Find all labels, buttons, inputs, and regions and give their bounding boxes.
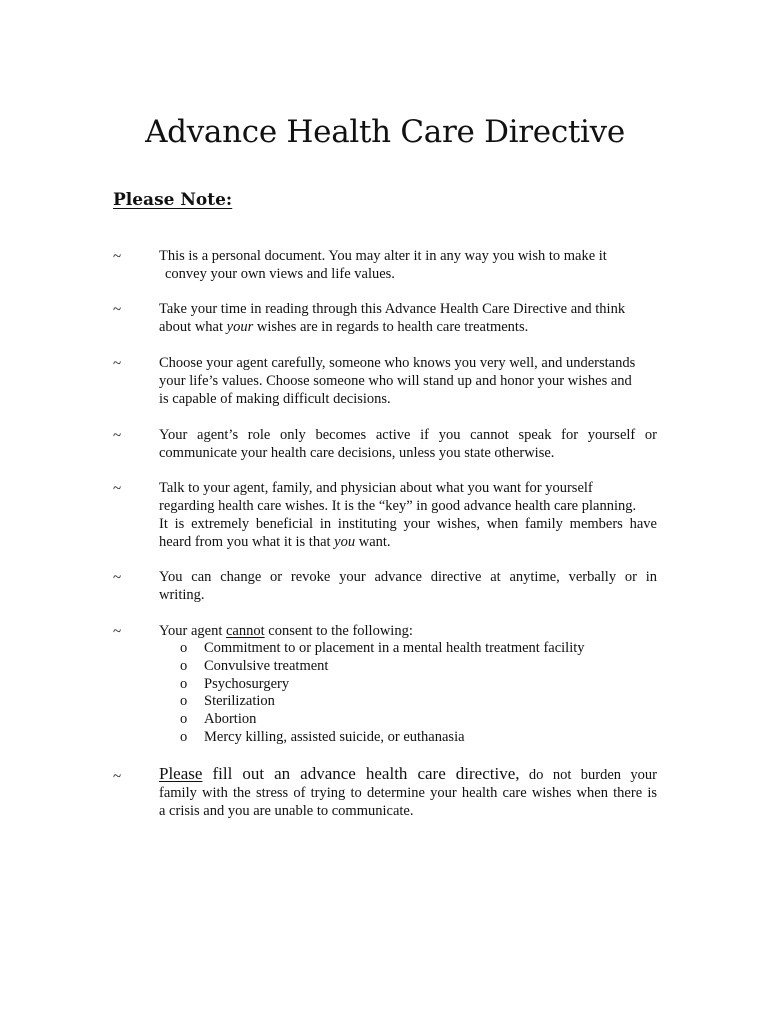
text-fragment: fill out an advance health care directive, <box>202 764 520 783</box>
page-title: Advance Health Care Directive <box>145 114 625 150</box>
circle-bullet-icon: o <box>180 693 188 710</box>
text-line: your life’s values. Choose someone who will stand up and honor your wishes and <box>159 373 632 389</box>
underlined-text: cannot <box>226 623 265 639</box>
tilde-bullet: ~ <box>113 356 122 372</box>
list-item-text <box>159 300 657 336</box>
text-line: writing. <box>159 587 205 603</box>
list-item-text <box>159 622 657 640</box>
tilde-bullet: ~ <box>113 624 122 640</box>
sub-list-item <box>180 676 585 694</box>
emphasized-text: your <box>226 319 254 335</box>
sub-list-item <box>180 729 585 747</box>
text-line: regarding health care wishes. It is the “key” in good advance health care planning. <box>159 498 637 514</box>
text-line: convey your own views and life values. <box>165 266 395 282</box>
tilde-bullet: ~ <box>113 428 122 444</box>
text-line: Choose your agent carefully, someone who knows you very well, and understands <box>159 355 636 371</box>
text-line: family with the stress of trying to determine your health care wishes when there is <box>159 785 657 801</box>
circle-bullet-icon: o <box>180 711 188 728</box>
text-fragment: Your agent <box>159 623 226 639</box>
text-line <box>159 533 657 551</box>
text-line: a crisis and you are unable to communicate. <box>159 803 414 819</box>
sub-list-item-text: Mercy killing, assisted suicide, or euthanasia <box>204 728 465 745</box>
list-item-text <box>159 568 657 604</box>
sub-list-item-text: Psychosurgery <box>204 675 290 692</box>
list-item-text <box>159 354 657 408</box>
text-fragment: do not burden your <box>519 767 657 783</box>
sub-list-item-text: Commitment to or placement in a mental health treatment facility <box>204 640 585 656</box>
text-fragment: want. <box>355 534 391 550</box>
sub-list-item <box>180 693 585 711</box>
circle-bullet-icon: o <box>180 675 188 692</box>
sub-list-item-text: Abortion <box>204 711 257 728</box>
please-note-heading: Please Note: <box>113 190 233 210</box>
text-line: Your agent’s role only becomes active if you cannot speak for yourself or <box>159 427 657 443</box>
text-line <box>159 765 657 784</box>
prohibited-consent-list <box>180 640 585 747</box>
tilde-bullet: ~ <box>113 769 122 785</box>
text-line: is capable of making difficult decisions. <box>159 391 391 407</box>
text-fragment: about what <box>159 319 227 335</box>
sub-list-item-text: Sterilization <box>204 693 275 710</box>
tilde-bullet: ~ <box>113 249 122 265</box>
text-fragment: consent to the following: <box>264 623 413 639</box>
circle-bullet-icon: o <box>180 640 188 656</box>
underlined-text: Please <box>159 764 203 783</box>
sub-list-item <box>180 640 585 658</box>
text-line: It is extremely beneficial in instituting your wishes, when family members have <box>159 516 657 532</box>
sub-list-item <box>180 711 585 729</box>
list-item-text <box>159 479 657 551</box>
text-line <box>159 318 657 336</box>
sub-list-item-text: Convulsive treatment <box>204 657 329 674</box>
tilde-bullet: ~ <box>113 481 122 497</box>
list-item-text <box>159 765 657 820</box>
tilde-bullet: ~ <box>113 302 122 318</box>
list-item-text <box>159 247 657 283</box>
text-fragment: heard from you what it is that <box>159 534 335 550</box>
text-line: communicate your health care decisions, unless you state otherwise. <box>159 445 555 461</box>
circle-bullet-icon: o <box>180 657 188 674</box>
emphasized-text: you <box>334 534 356 550</box>
text-line: You can change or revoke your advance directive at anytime, verbally or in <box>159 569 657 585</box>
tilde-bullet: ~ <box>113 570 122 586</box>
text-line: This is a personal document. You may alter it in any way you wish to make it <box>159 248 607 264</box>
text-fragment: wishes are in regards to health care treatments. <box>253 319 529 335</box>
circle-bullet-icon: o <box>180 728 188 745</box>
text-line: Take your time in reading through this Advance Health Care Directive and think <box>159 301 626 317</box>
text-line: Talk to your agent, family, and physician about what you want for yourself <box>159 480 593 496</box>
sub-list-item <box>180 658 585 676</box>
text-line <box>159 622 657 640</box>
list-item-text <box>159 426 657 462</box>
